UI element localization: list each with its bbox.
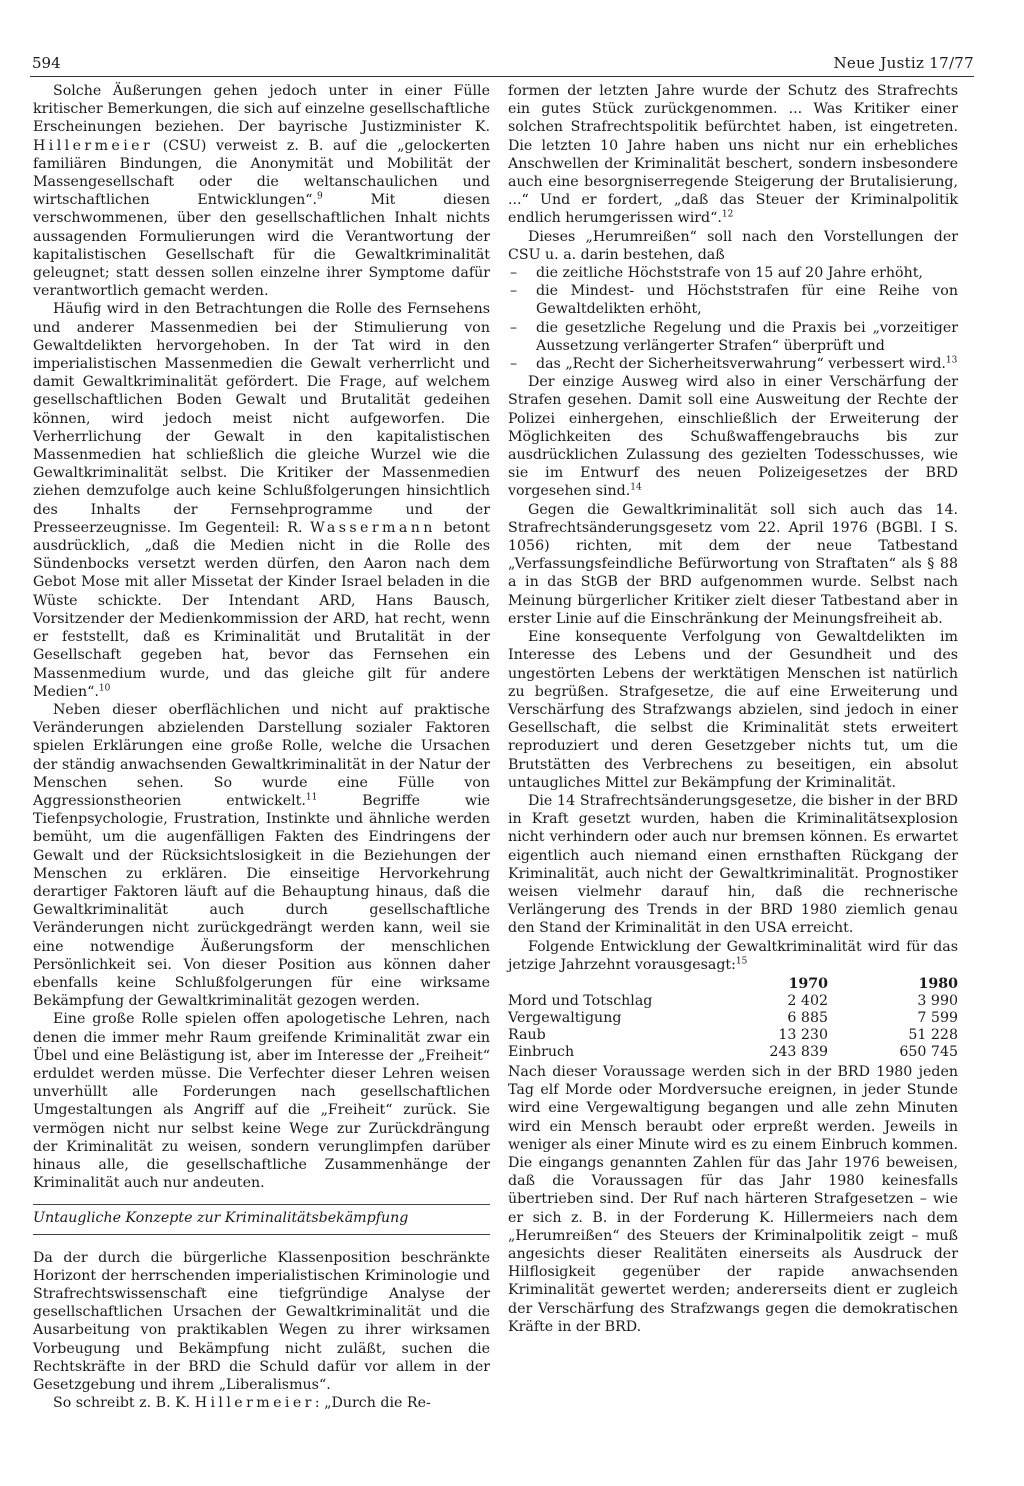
section-heading-box: [33, 1204, 490, 1234]
table-cell: 6 885: [787, 1009, 828, 1026]
footnote-ref: 11: [305, 792, 318, 803]
table-cell: Raub: [508, 1026, 546, 1043]
list-item: – die Mindest- und Höchststrafen für eine Reihe von Gewaltdelikten erhöht,: [508, 282, 958, 318]
section-heading: Untaugliche Konzepte zur Kriminalitätsbekämpfung: [33, 1210, 409, 1227]
footnote-ref: 12: [721, 209, 734, 220]
table-cell: 3 990: [917, 992, 958, 1009]
table-cell: Vergewaltigung: [508, 1009, 622, 1026]
paragraph: Da der durch die bürgerliche Klassenposition beschränkte Horizont der herrschenden imperialistischen Kriminologie und Strafrechtswissenschaft eine tiefgründige Analyse der gesellschaftlichen Ursachen der Gewaltkriminalität und die Ausarbeitung von praktikablen Wegen zu ihrer wirksamen Vorbeugung und Bekämpfung nicht zuläßt, suchen die Rechtskräfte in der BRD die Schuld dafür vor allem in der Gesetzgebung und ihrem „Liberalismus“.: [33, 1249, 490, 1394]
table-cell: 13 230: [778, 1026, 828, 1043]
author-name: Hillermeier: [194, 1395, 315, 1412]
footnote-ref: 9: [317, 191, 323, 202]
table-cell: 650 745: [899, 1043, 958, 1060]
author-name: Hillermeier: [33, 137, 154, 154]
paragraph: formen der letzten Jahre wurde der Schutz des Strafrechts ein gutes Stück zurückgenommen. ... Was Kritiker einer solchen Strafrechtspolitik befürchtet haben, ist eingetreten. Die letzten 10 Jahre haben uns nicht nur ein erhebliches Anschwellen der Kriminalität beschert, sondern insbesondere auch eine besorgniserregende Steigerung der Brutalisierung, ...“ Und er fordert, „daß das Steuer der Kriminalpolitik endlich herumgerissen wird“.$^{12}$: [508, 83, 958, 227]
paragraph: Folgende Entwicklung der Gewaltkriminalität wird für das jetzige Jahrzehnt vorausgesagt:$^{15}$: [508, 938, 958, 973]
footnote-ref: 10: [98, 682, 111, 693]
list-item: – die zeitliche Höchststrafe von 15 auf 20 Jahre erhöht,: [508, 264, 958, 282]
table-cell: Mord und Totschlag: [508, 992, 653, 1009]
footnote-ref: 13: [945, 355, 958, 366]
table-row: [508, 1044, 958, 1061]
footnote-ref: 14: [630, 482, 642, 493]
demands-list: [508, 264, 958, 373]
paragraph: Gegen die Gewaltkriminalität soll sich auch das 14. Strafrechtsänderungsgesetz vom 22. April 1976 (BGBl. I S. 1056) richten, mit dem der neue Tatbestand „Verfassungsfeindliche Befürwortung von Straftaten“ als § 88 a in das StGB der BRD aufgenommen wurde. Selbst nach Meinung bürgerlicher Kritiker zielt dieser Tatbestand aber in erster Linie auf die Einschränkung der Meinungsfreiheit ab.: [508, 501, 958, 627]
paragraph: Die 14 Strafrechtsänderungsgesetze, die bisher in der BRD in Kraft gesetzt wurden, haben die Kriminalitätsexplosion nicht verhindern oder auch nur bremsen können. Es erwartet eigentlich auch niemand einen ernsthaften Rückgang der Kriminalität, auch nicht der Gewaltkriminalität. Prognostiker weisen vielmehr darauf hin, daß die rechnerische Verlängerung des Trends in der BRD 1980 ziemlich genau den Stand der Kriminalität in den USA erreicht.: [508, 792, 958, 937]
table-cell: 243 839: [769, 1043, 828, 1060]
table-header-row: [508, 976, 958, 993]
paragraph: Der einzige Ausweg wird also in einer Verschärfung der Strafen gesehen. Damit soll eine Ausweitung der Rechte der Polizei einhergehen, einschließlich der Erweiterung der Möglichkeiten des Schußwaffengebrauchs bis zur ausdrücklichen Zulassung des gezielten Todesschusses, wie sie im Entwurf des neuen Polizeigesetzes der BRD vorgesehen sind.$^{14}$: [508, 374, 958, 500]
table-cell: 7 599: [917, 1009, 958, 1026]
table-header: 1970: [788, 975, 828, 992]
table-row: [508, 993, 958, 1010]
footnote-ref: 15: [735, 956, 748, 967]
table-row: [508, 1010, 958, 1027]
paragraph: Neben dieser oberflächlichen und nicht auf praktische Veränderungen abzielenden Darstellung sozialer Faktoren spielen Erklärungen eine große Rolle, welche die Ursachen der ständig anwachsenden Gewaltkriminalität in der Natur der Menschen sehen. So wurde eine Fülle von Aggressionstheorien entwickelt.$^{11}$ Begriffe wie Tiefenpsychologie, Frustration, Instinkte und ähnliche werden bemüht, um die augenfälligen Fakten des Eindringens der Gewalt und der Rücksichtslosigkeit in die Beziehungen der Menschen zu erklären. Die einseitige Hervorkehrung derartiger Faktoren läuft auf die Behauptung hinaus, daß die Gewaltkriminalität auch durch gesellschaftliche Veränderungen nicht zurückgedrängt werden kann, weil sie eine notwendige Äußerungsform der menschlichen Persönlichkeit sei. Von dieser Position aus können daher ebenfalls keine Schlußfolgerungen für eine wirksame Bekämpfung der Gewaltkriminalität gezogen werden.: [33, 701, 490, 1010]
paragraph: So schreibt z. B. K. Hillermeier: „Durch die Re-: [53, 1395, 431, 1412]
paragraph: Häufig wird in den Betrachtungen die Rolle des Fernsehens und anderer Massenmedien bei der Stimulierung von Gewaltdelikten hervorgehoben. In der Tat wird in den imperialistischen Massenmedien die Gewalt verherrlicht und damit Gewaltkriminalität gefördert. Die Frage, auf welchem gesellschaftlichen Boden Gewalt und Brutalität gedeihen können, wird jedoch meist nicht aufgeworfen. Die Verherrlichung der Gewalt in den kapitalistischen Massenmedien hat schließlich die gleiche Wurzel wie die Gewaltkriminalität selbst. Die Kritiker der Massenmedien ziehen demzufolge auch keine Schlußfolgerungen hinsichtlich des Inhalts der Fernsehprogramme und der Presseerzeugnisse. Im Gegenteil: R. Wassermann betont ausdrücklich, „daß die Medien nicht in die Rolle des Sündenbocks versetzt werden dürfen, den Aaron nach dem Gebot Mose mit aller Missetat der Kinder Israel beladen in die Wüste schickte. Der Intendant ARD, Hans Bausch, Vorsitzender der Medienkommission der ARD, hat recht, wenn er feststellt, daß es Kriminalität und Brutalität in der Gesellschaft gegeben hat, bevor das Fernsehen ein Massenmedium wurde, und das gleiche gilt für andere Medien“.$^{10}$: [33, 301, 490, 700]
table-header: 1980: [918, 975, 958, 992]
paragraph: Eine große Rolle spielen offen apologetische Lehren, nach denen die immer mehr Raum greifende Kriminalität zwar ein Übel und eine Belästigung ist, aber im Interesse der „Freiheit“ erduldet werden müsse. Die Verfechter dieser Lehren weisen unverhüllt alle Forderungen nach gesellschaftlichen Umgestaltungen als Angriff auf die „Freiheit“ zurück. Sie vermögen nicht nur selbst keine Wege zur Zurückdrängung der Kriminalität zu weisen, sondern verunglimpfen darüber hinaus alle, die gesellschaftliche Zusammenhänge der Kriminalität auch nur andeuten.: [33, 1011, 490, 1192]
crime-forecast-table: [508, 976, 958, 1061]
table-cell: 51 228: [908, 1026, 958, 1043]
table-row: [508, 1027, 958, 1044]
author-name: Wassermann: [310, 519, 436, 536]
page-number: 594: [32, 54, 61, 72]
right-column: [508, 82, 958, 1336]
paragraph: Solche Äußerungen gehen jedoch unter in einer Fülle kritischer Bemerkungen, die sich auf einzelne gesellschaftliche Erscheinungen beziehen. Der bayrische Justizminister K. Hillermeier (CSU) verweist z. B. auf die „gelockerten familiären Bindungen, die Anonymität und Mobilität der Massengesellschaft oder die weltanschaulichen und wirtschaftlichen Entwicklungen“.$^9$ Mit diesen verschwommenen, über den gesellschaftlichen Inhalt nichts aussagenden Formulierungen wird die Verantwortung der kapitalistischen Gesellschaft für die Gewaltkriminalität geleugnet; statt dessen sollen einzelne ihrer Symptome dafür verantwortlich gemacht werden.: [33, 83, 490, 300]
paragraph: Nach dieser Voraussage werden sich in der BRD 1980 jeden Tag elf Morde oder Mordversuche ereignen, in jeder Stunde wird eine Vergewaltigung begangen und alle zehn Minuten wird ein Mensch beraubt oder erpreßt werden. Jeweils in weniger als einer Minute wird es zu einem Einbruch kommen. Die eingangs genannten Zahlen für das Jahr 1976 beweisen, daß die Voraussagen für das Jahr 1980 keinesfalls übertrieben sind. Der Ruf nach härteren Strafgesetzen – wie er sich z. B. in der Forderung K. Hillermeiers nach dem „Herumreißen“ des Steuers der Kriminalpolitik zeigt – muß angesichts dieser Realitäten einerseits als Ausdruck der Hilflosigkeit gegenüber der rapide anwachsenden Kriminalität gewertet werden; andererseits dient er zugleich der Verschärfung des Strafzwangs gegen die demokratischen Kräfte in der BRD.: [508, 1063, 958, 1335]
page-header: [30, 54, 974, 76]
list-item: – das „Recht der Sicherheitsverwahrung“ verbessert wird.$^{13}$: [508, 355, 958, 373]
header-rule: [30, 76, 974, 77]
list-item: – die gesetzliche Regelung und die Praxis bei „vorzeitiger Aussetzung verlängerter Strafen“ überprüft und: [508, 319, 958, 355]
paragraph: Dieses „Herumreißen“ soll nach den Vorstellungen der CSU u. a. darin bestehen, daß: [508, 228, 958, 263]
left-column: [33, 82, 490, 1412]
table-cell: Einbruch: [508, 1043, 575, 1060]
table-header: [508, 976, 708, 993]
table-cell: 2 402: [787, 992, 828, 1009]
paragraph: Eine konsequente Verfolgung von Gewaltdelikten im Interesse des Lebens und der Gesundheit und des ungestörten Lebens der werktätigen Menschen ist natürlich zu begrüßen. Strafgesetze, die auf eine Erweiterung und Verschärfung des Strafzwangs abzielen, sind jedoch in einer Gesellschaft, die selbst die Kriminalität stets erweitert reproduziert und deren Gesetzgeber nichts tut, um die Brutstätten des Verbrechens zu beseitigen, ein absolut untaugliches Mittel zur Bekämpfung der Kriminalität.: [508, 629, 958, 791]
journal-title: Neue Justiz 17/77: [833, 54, 974, 72]
